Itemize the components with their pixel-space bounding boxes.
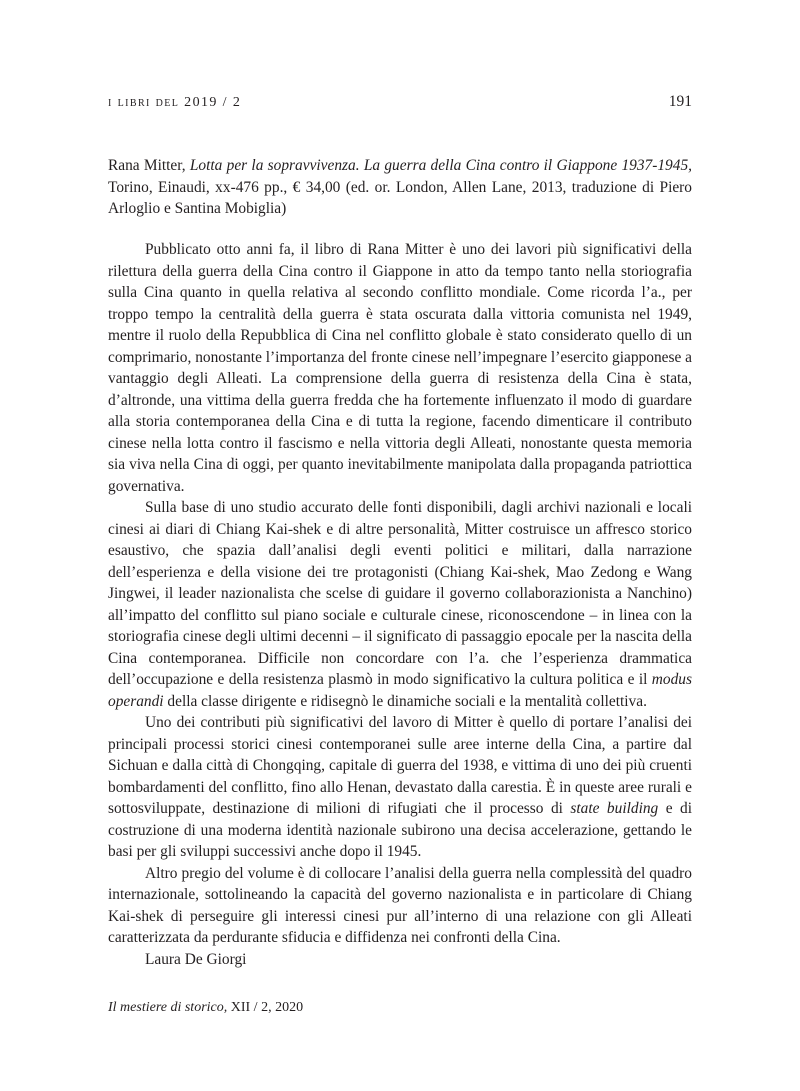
paragraph-3-italic: state building — [570, 800, 659, 817]
paragraph-2 — [108, 497, 692, 712]
paragraph-3 — [108, 712, 692, 863]
review-body — [108, 239, 692, 970]
paragraph-2-italic: modus operandi — [108, 671, 692, 710]
citation-details: Torino, Einaudi, xx-476 pp., € 34,00 (ed. or. London, Allen Lane, 2013, traduzione di Piero Arloglio e Santina Mobiglia) — [108, 178, 692, 217]
page-number: 191 — [668, 93, 692, 110]
paragraph-2-text-a: Sulla base di uno studio accurato delle fonti disponibili, dagli archivi nazionali e locali cinesi ai diari di Chiang Kai-shek e di altre personalità, Mitter costruisce un affresco storico esaustivo, che spazia dall’analisi degli eventi politici e militari, dalla narrazione dell’esperienza e della visione dei tre protagonisti (Chiang Kai-shek, Mao Zedong e Wang Jingwei, il leader nazionalista che scelse di guidare il governo collaborazionista a Nanchino) all’impatto del conflitto sul piano sociale e culturale cinese, riconoscendone – in linea con la storiografia cinese degli ultimi decenni – il significato di passaggio epocale per la nascita della Cina contemporanea. Difficile non concordare con l’a. che l’esperienza drammatica dell’occupazione e della resistenza plasmò in modo significativo la cultura politica e il — [108, 499, 692, 688]
running-head — [108, 95, 692, 117]
section-title: i libri del 2019 / 2 — [108, 95, 242, 110]
paragraph-4: Altro pregio del volume è di collocare l’analisi della guerra nella complessità del quadro internazionale, sottolineando la capacità del governo nazionalista e in particolare di Chiang Kai-shek di perseguire gli interessi cinesi pur all’interno di una relazione con gli Alleati caratterizzata da perdurante sfiducia e diffidenza nei confronti della Cina. — [108, 864, 692, 946]
citation-author: Rana Mitter, — [108, 157, 190, 174]
paragraph-3-text-b: e di costruzione di una moderna identità nazionale subirono una decisa accelerazione, gettando le basi per gli sviluppi successivi anche dopo il 1945. — [108, 800, 692, 860]
citation-title: Lotta per la sopravvivenza. La guerra della Cina contro il Giappone 1937-1945, — [189, 157, 692, 174]
paragraph-1: Pubblicato otto anni fa, il libro di Rana Mitter è uno dei lavori più significativi della rilettura della guerra della Cina contro il Giappone in atto da tempo tanto nella storiografia sulla Cina quanto in quella relativa al secondo conflitto mondiale. Come ricorda l’a., per troppo tempo la centralità della guerra è stata oscurata dalla vittoria comunista nel 1949, mentre il ruolo della Repubblica di Cina nel conflitto globale è stato considerato quello di un comprimario, nonostante l’importanza del fronte cinese nell’impegnare l’esercito giapponese a vantaggio degli Alleati. La comprensione della guerra di resistenza della Cina è stata, d’altronde, una vittima della guerra fredda che ha fortemente influenzato il modo di guardare alla storia contemporanea della Cina e di tutta la regione, facendo dimenticare il contributo cinese nella lotta contro il fascismo e nella vittoria degli Alleati, nonostante questa memoria sia viva nella Cina di oggi, per quanto inevitabilmente manipolata dalla propaganda patriottica governativa. — [108, 241, 692, 495]
paragraph-3-text-a: Uno dei contributi più significativi del lavoro di Mitter è quello di portare l’analisi dei principali processi storici cinesi contemporanei sulle aree interne della Cina, a partire dal Sichuan e dalla città di Chongqing, capitale di guerra del 1938, e vittima di uno dei più cruenti bombardamenti del conflitto, fino allo Henan, devastato dalla carestia. È in queste aree rurali e sottosviluppate, destinazione di milioni di rifugiati che il processo di — [108, 714, 692, 817]
review-author-signature: Laura De Giorgi — [145, 950, 247, 968]
book-citation — [108, 155, 692, 220]
journal-issue: XII / 2, 2020 — [227, 1000, 304, 1015]
journal-name: Il mestiere di storico, — [108, 1000, 228, 1015]
page-footer — [108, 1000, 303, 1016]
paragraph-2-text-b: della classe dirigente e ridisegnò le dinamiche sociali e la mentalità collettiva. — [163, 692, 647, 710]
